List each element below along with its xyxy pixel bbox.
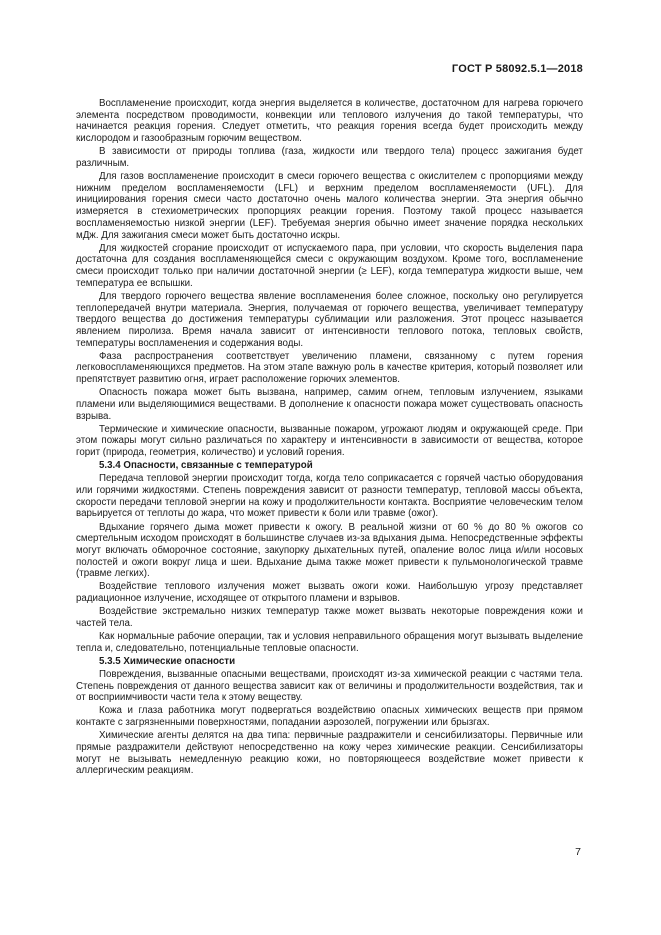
page-number: 7 [575, 846, 581, 858]
section-heading-5-3-5: 5.3.5 Химические опасности [99, 655, 236, 667]
paragraph: Повреждения, вызванные опасными веществами, происходят из-за химической реакции с частями тела. Степень повреждения от данного вещества зависит как от величины и продолжительности воздействия, так и от восприимчивости части тела к этому веществу. [76, 668, 583, 704]
document-body [76, 98, 583, 778]
paragraph: Передача тепловой энергии происходит тогда, когда тело соприкасается с горячей частью оборудования или горячими жидкостями. Степень повреждения зависит от разности температур, тепловой массы объекта, скорости передачи тепловой энергии на кожу и продолжительности контакта. Восприятие человеческим телом варьируется от теплоты до жара, что может привести к боли или травме (ожог). [76, 473, 583, 520]
paragraph: Фаза распространения соответствует увеличению пламени, связанному с путем горения легковоспламеняющихся предметов. На этом этапе важную роль в качестве критерия, который позволяет или препятствует развитию огня, играет расположение горючих элементов. [76, 350, 583, 386]
paragraph: Для твердого горючего вещества явление воспламенения более сложное, поскольку оно регулируется теплопередачей внутри материала. Энергия, получаемая от горючего вещества, увеличивает температуру твердого вещества до достижения температуры сублимации или разложения. Этот процесс называется явлением пиролиза. Время начала зависит от интенсивности теплового потока, тепловых свойств, температуры воспламенения и содержания воды. [76, 290, 583, 349]
paragraph: Воздействие теплового излучения может вызвать ожоги кожи. Наибольшую угрозу представляет радиационное излучение, исходящее от открытого пламени и взрывов. [76, 581, 583, 605]
paragraph: Как нормальные рабочие операции, так и условия неправильного обращения могут вызывать выделение тепла и, следовательно, потенциальные тепловые опасности. [76, 631, 583, 654]
paragraph: Для жидкостей сгорание происходит от испускаемого пара, при условии, что скорость выделения пара достаточна для создания воспламеняющейся смеси с окружающим воздухом. Кроме того, воспламенение смеси происходит только при наличии достаточной энергии (≥ LEF), когда температура жидкости выше, чем температура ее вспышки. [76, 242, 583, 289]
paragraph: Кожа и глаза работника могут подвергаться воздействию опасных химических веществ при прямом контакте с загрязненными поверхностями, попадании аэрозолей, погружении или брызгах. [76, 705, 583, 729]
paragraph: Воздействие экстремально низких температур также может вызвать некоторые повреждения кожи и частей тела. [76, 606, 583, 629]
section-heading-5-3-4: 5.3.4 Опасности, связанные с температурой [99, 460, 313, 472]
paragraph: Вдыхание горячего дыма может привести к ожогу. В реальной жизни от 60 % до 80 % ожогов со смертельным исходом происходят в большинстве случаев из-за вдыхания дыма. Непосредственные эффекты могут включать обморочное состояние, закупорку дыхательных путей, опаление волос лица и/или носовых полостей и ожоги вокруг лица и шеи. Вдыхание дыма также может привести к пульмонологической травме (травме легких). [76, 521, 583, 580]
paragraph: Для газов воспламенение происходит в смеси горючего вещества с окислителем с пропорциями между нижним пределом воспламеняемости (LFL) и верхним пределом воспламеняемости (UFL). Для инициирования горения смеси часто достаточно очень малого количества энергии. Эта энергия обычно измеряется в стехиометрических пропорциях реакции горения. Поэтому такой процесс называется воспламеняемостью низкой энергии (LEF). Требуемая энергия обычно имеет значение порядка нескольких мДж. Для зажигания смеси может быть достаточно искры. [76, 171, 583, 241]
paragraph: Химические агенты делятся на два типа: первичные раздражители и сенсибилизаторы. Первичные или прямые раздражители действуют непосредственно на кожу через химические реакции. Сенсибилизаторы могут не вызывать немедленную реакцию кожи, но повторяющееся воздействие может привести к аллергическим реакциям. [76, 730, 583, 777]
paragraph: В зависимости от природы топлива (газа, жидкости или твердого тела) процесс зажигания будет различным. [76, 146, 583, 169]
paragraph: Термические и химические опасности, вызванные пожаром, угрожают людям и окружающей среде. При этом пожары могут сильно различаться по характеру и интенсивности в зависимости от вещества, которое горит (природа, геометрия, количество) и условий горения. [76, 423, 583, 459]
paragraph: Воспламенение происходит, когда энергия выделяется в количестве, достаточном для нагрева горючего элемента посредством проводимости, конвекции или теплового излучения до такой температуры, что начинается реакция горения. Следует отметить, что реакция горения всегда будет происходить между кислородом и газообразным горючим веществом. [76, 98, 583, 145]
document-header: ГОСТ Р 58092.5.1—2018 [451, 63, 583, 75]
paragraph: Опасность пожара может быть вызвана, например, самим огнем, тепловым излучением, языками пламени или выделяющимися веществами. В дополнение к опасности пожара может существовать опасность взрыва. [76, 387, 583, 422]
